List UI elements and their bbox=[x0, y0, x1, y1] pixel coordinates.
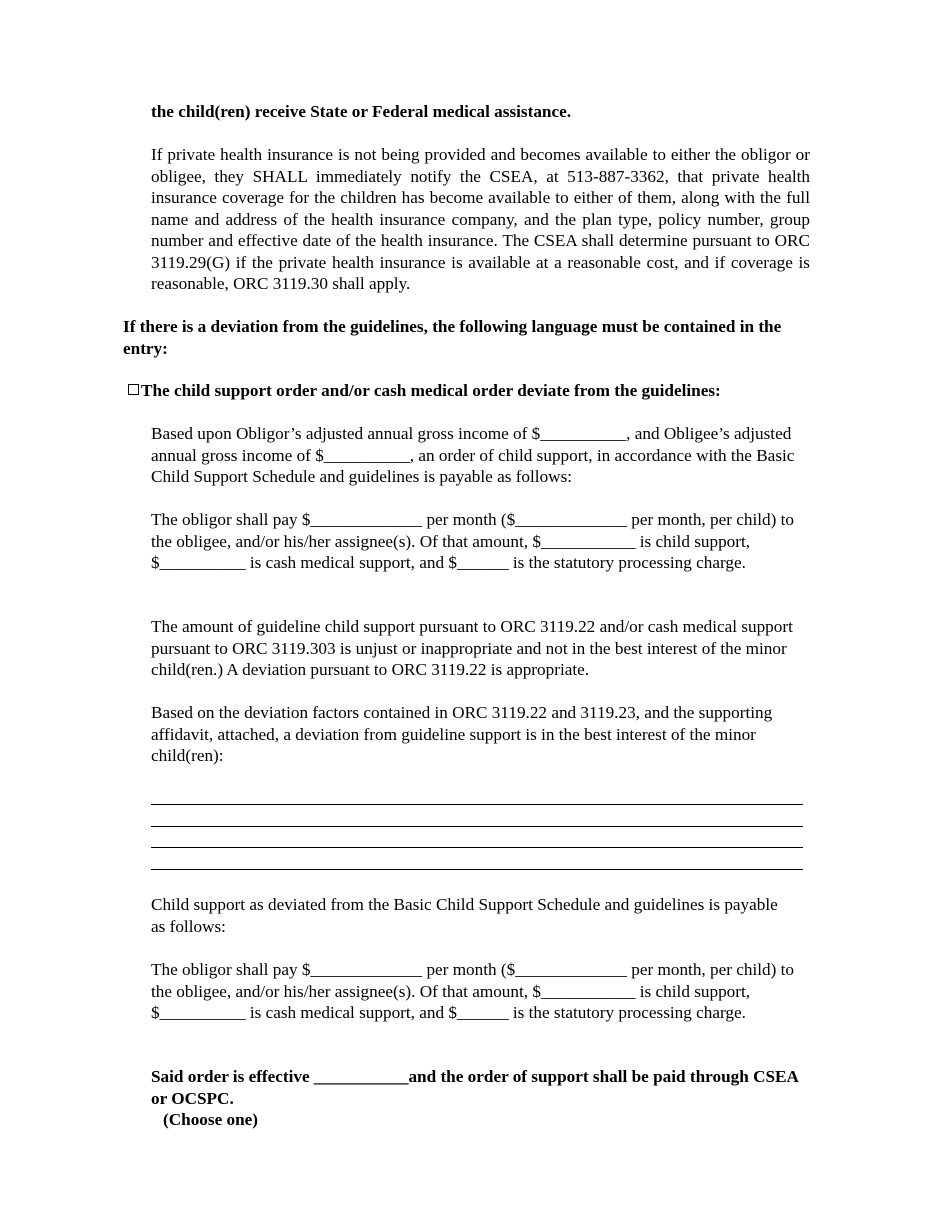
deviation-checkbox[interactable] bbox=[128, 384, 139, 395]
guideline-unjust-paragraph: The amount of guideline child support pursuant to ORC 3119.22 and/or cash medical support pursuant to ORC 3119.303 is unjust or inappropriate and not in the best interest of the minor child(ren.) A deviation pursuant to ORC 3119.22 is appropriate. bbox=[151, 617, 793, 679]
private-insurance-paragraph: If private health insurance is not being provided and becomes available to either the obligor or obligee, they SHALL immediately notify the CSEA, at 513-887-3362, that private health insurance coverage for the children has become available to either of them, along with the full name and address of the health insurance company, and the plan type, policy number, group number and effective date of the health insurance. The CSEA shall determine pursuant to ORC 3119.29(G) if the private health insurance is available at a reasonable cost, and if coverage is reasonable, ORC 3119.30 shall apply. bbox=[151, 145, 810, 293]
deviation-checkbox-row bbox=[128, 380, 828, 402]
deviated-schedule-paragraph: Child support as deviated from the Basic Child Support Schedule and guidelines is payable as follows: bbox=[151, 895, 778, 936]
obligor-pay-paragraph-2: The obligor shall pay $_____________ per month ($_____________ per month, per child) to the obligee, and/or his/her assignee(s). Of that amount, $___________ is child support, $__________ is cash medical support, and $______ is the statutory processing charge. bbox=[151, 960, 795, 1022]
blank-line-3[interactable] bbox=[151, 847, 803, 848]
based-upon-income-paragraph: Based upon Obligor’s adjusted annual gross income of $__________, and Obligee’s adjusted annual gross income of $__________, an order of child support, in accordance with the Basic Child Support Schedule and guidelines is payable as follows: bbox=[151, 424, 795, 486]
effective-order-paragraph: Said order is effective ___________and the order of support shall be paid through CSEA or OCSPC. bbox=[151, 1067, 798, 1108]
blank-line-1[interactable] bbox=[151, 804, 803, 805]
blank-line-4[interactable] bbox=[151, 869, 803, 870]
medical-assistance-line: the child(ren) receive State or Federal medical assistance. bbox=[151, 102, 572, 121]
choose-one-note: (Choose one) bbox=[163, 1110, 259, 1129]
deviation-heading: If there is a deviation from the guidelines, the following language must be contained in the entry: bbox=[123, 317, 782, 358]
obligor-pay-paragraph-1: The obligor shall pay $_____________ per month ($_____________ per month, per child) to the obligee, and/or his/her assignee(s). Of that amount, $___________ is child support, $__________ is cash medical support, and $______ is the statutory processing charge. bbox=[151, 510, 795, 572]
blank-line-2[interactable] bbox=[151, 826, 803, 827]
deviation-checkbox-label: The child support order and/or cash medical order deviate from the guidelines: bbox=[141, 381, 721, 400]
deviation-factors-paragraph: Based on the deviation factors contained in ORC 3119.22 and 3119.23, and the supporting affidavit, attached, a deviation from guideline support is in the best interest of the minor child(ren): bbox=[151, 703, 773, 765]
